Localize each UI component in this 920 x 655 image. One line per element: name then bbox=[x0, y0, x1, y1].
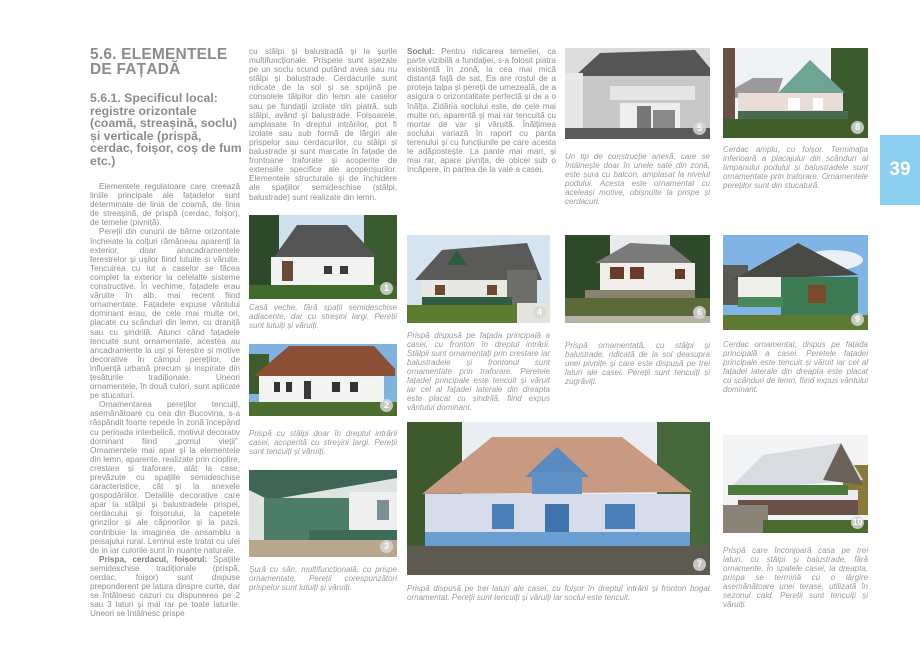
house-photo-image bbox=[407, 235, 550, 323]
column2-text bbox=[249, 47, 397, 202]
house-photo-image bbox=[723, 48, 868, 138]
house-photo-image bbox=[407, 422, 710, 575]
paragraph: Elementele regulatoare care creează liniile principale ale fațadelor sunt determinate de linia de coamă, de linia de streașină, de prispă (cerdac, foișor), de temelie (pivniță). bbox=[90, 182, 240, 228]
column3-text bbox=[407, 47, 556, 174]
photo-10 bbox=[723, 435, 868, 533]
photo-9-caption: Cerdac ornamentat, dispus pe fațada principală a casei. Peretele fațadei principale este tencuit și văruit iar cel al fațadei laterale din dreapta este placat cu scânduri de lemn, fiind expus vântului dominant. bbox=[723, 340, 868, 394]
house-photo-image bbox=[249, 215, 397, 299]
photo-5 bbox=[565, 48, 710, 139]
section-subtitle: 5.6.1. Specificul local: registre orizontale (coamă, streașină, soclu) și verticale (prispă, cerdac, foișor, coș de fum etc.) bbox=[90, 91, 242, 168]
photo-number-badge: 4 bbox=[533, 306, 546, 319]
photo-10-caption: Prispă care înconjoară casa pe trei laturi, cu stâlpi și balustrade, fără ornamente. În spatele casei, la dreapta, prispa se termină cu o lărgire asemănătoare unei terase, utilizată în sezonul cald. Pereții sunt tencuiți și văruiți. bbox=[723, 546, 868, 609]
photo-number-badge: 1 bbox=[380, 282, 393, 295]
photo-2 bbox=[249, 344, 397, 416]
photo-7 bbox=[407, 422, 710, 575]
house-photo-image bbox=[723, 235, 868, 330]
house-photo-image bbox=[565, 48, 710, 139]
photo-number-badge: 7 bbox=[693, 558, 706, 571]
photo-3 bbox=[249, 470, 397, 557]
paragraph: Ornamentarea pereților tencuiți, asemănătoare cu cea din Bucovina, s-a răspândit foarte repede în zonă începând cu perioada interbelică, motivul decorativ dominant fiind „pomul vieții”. Ornamentele mai apar și la elementele din lemn, aparente, realizate prin cioplire, crestare și traforare, atât la case, prevăzute cu spațiile semideschise caracteristice, cât și la anexele gospodăriilor. Detaliile decorative care apar la stâlpii și balustradele prispei, cerdacului și foișorului, la capetele grinzilor și ale căpriorilor și la pazii, contribuie la imaginea de ansamblu a peisajului rural. Lemnul este tratat cu ulei de in iar culorile sunt în nuanțe naturale. bbox=[90, 400, 240, 555]
paragraph: Prispa, cerdacul, foișorul: Spațiile semideschise tradiționale (prispă, cerdac, foișor) sunt dispuse preponderent pe latura dinspre curte, dar se întâlnesc cazuri cu dispunerea pe 2 sau 3 laturi și mai rar pe toate laturile. Uneori se întâlnesc prispe bbox=[90, 554, 240, 619]
photo-4-caption: Prispă dispusă pe fațada principală a casei, cu fronton în dreptul intrării. Stâlpii sunt ornamentați prin crestare iar balustradele și frontonul sunt ornamentate prin traforare. Peretele fațadei principale este tencuit și văruit iar cel al fațadei laterale din dreapta este placat cu șindrilă, fiind expus vântului dominant. bbox=[407, 331, 550, 412]
photo-1-caption: Casă veche, fără spații semideschise adiacente, dar cu streșini largi. Pereții sunt lutuiți și văruiți. bbox=[249, 303, 397, 330]
section-title bbox=[90, 47, 245, 77]
photo-6-caption: Prispă ornamentată, cu stâlpi și balustrade, ridicată de la sol deasupra unei pivnițe și care este dispusă pe trei laturi ale casei. Pereții sunt tencuiți și zugrăviți. bbox=[565, 341, 710, 386]
photo-8 bbox=[723, 48, 868, 138]
house-photo-image bbox=[565, 235, 710, 323]
paragraph: Pereții din cununi de bârne orizontale încheiate la colțuri rămâneau aparenți la exterior, doar anacadramentele ferestrelor și ușilor fiind lutuite și văruite. Tencuirea cu lut a caselor se făcea complet la exterior la celelalte sisteme constructive. În vechime, fațadele erau văruite în alb, mai recent fiind ornamentate. Fațadele expuse vântului dominant erau, de cele mai multe ori, placate cu scânduri din lemn, cu draniță sau cu șindrilă. Atunci când fațadele tencuite sunt ornamentate, acestea au ancadramente la uși și ferestre și motive decorative în câmpul pereților, de influență urbană precum și inspirate din țesăturile tradiționale. Uneori ornamentele, în două culori, sunt aplicate pe stucaturi. bbox=[90, 227, 240, 401]
house-photo-image bbox=[249, 344, 397, 416]
photo-8-caption: Cerdac amplu, cu foișor. Terminația inferioară a placajului din scânduri al timpanului podului și balustradele sunt ornamentate prin traforare. Ornamentele pereților sunt din stucatură. bbox=[723, 145, 868, 190]
paragraph: cu stâlpi și balustradă și la șurile multifuncționale. Prispele sunt așezate pe un soclu scund putând avea sau nu stâlpi și balustrade. Cerdacurile sunt ridicate de la sol și se sprijină pe consolele tălpilor din lemn ale caselor sau pe fundații izolate din piatră, sub stâlpi, având și balustrade. Foișoarele, amplasate în dreptul intrărilor, pot fi izolate sau sub formă de lărgiri ale prispelor sau cerdacurilor, cu stâlpi și balustrade și sunt marcate în fațade de frontoane traforate și acoperite de extensiile specifice ale acoperișurilor. Elementele structurale și de închidere ale spațiilor semideschise (stâlpi, balustrade) sunt realizate din lemn. bbox=[249, 47, 397, 202]
photo-number-badge: 3 bbox=[380, 540, 393, 553]
photo-number-badge: 9 bbox=[851, 313, 864, 326]
photo-number-badge: 2 bbox=[380, 399, 393, 412]
photo-9 bbox=[723, 235, 868, 330]
column1-text bbox=[90, 182, 240, 619]
photo-number-badge: 5 bbox=[693, 122, 706, 135]
photo-6 bbox=[565, 235, 710, 323]
photo-number-badge: 8 bbox=[851, 121, 864, 134]
paragraph-label: Soclul: bbox=[407, 47, 435, 56]
paragraph-label: Prispa, cerdacul, foișorul: bbox=[99, 554, 208, 564]
photo-2-caption: Prispă cu stâlpi doar în dreptul intrării casei, acoperită cu streșini largi. Pereții sunt tencuiți și văruiți. bbox=[249, 429, 397, 456]
photo-4 bbox=[407, 235, 550, 323]
photo-number-badge: 6 bbox=[693, 306, 706, 319]
paragraph: Soclul: Pentru ridicarea temeliei, ca parte vizibilă a fundației, s-a folosit piatra existentă în zonă, la cea mai mică distanță față de sat. Ea are rostul de a proteja talpa și pereții de umezeală, de a asigura o orizontalitate perfectă și de a o înălța. Zidăria soclului este, de cele mai multe ori, aparentă și mai rar tencuită cu mortar de var și văruită. Înălțimea soclului variază în raport cu panta terenului și cu funcțiunile pe care acesta le adăpostește. La pante mai mari, și mai rar, apare pivnița, de obicei sub o încăpere, în partea de la vale a casei. bbox=[407, 47, 556, 175]
page-number-tab bbox=[880, 135, 920, 205]
page-number: 39 bbox=[889, 159, 911, 180]
photo-5-caption: Un tip de construcție anexă, care se întâlnește doar în unele sate din zonă, este șura cu balcon, amplasat la nivelul podului. Acesta este ornamentat cu aceleași motive, obișnuite la prispe și cerdacuri. bbox=[565, 152, 710, 206]
house-photo-image bbox=[249, 470, 397, 557]
photo-number-badge: 10 bbox=[852, 517, 863, 527]
photo-7-caption: Prispă dispusă pe trei laturi ale casei, cu foișor în dreptul intrării și fronton bogat ornamentat. Pereții sunt tencuiți și văruiți iar soclul este tencuit. bbox=[407, 584, 710, 602]
section-title-line2: DE FAȚADĂ bbox=[90, 61, 181, 78]
section-title-line1: 5.6. ELEMENTELE bbox=[90, 46, 228, 63]
photo-3-caption: Șură cu sân, multifuncțională, cu prispe ornamentate. Pereții corespunzători prispelor sunt lutuiți și văruiți. bbox=[249, 565, 397, 592]
photo-1 bbox=[249, 215, 397, 299]
house-photo-image bbox=[723, 435, 868, 533]
